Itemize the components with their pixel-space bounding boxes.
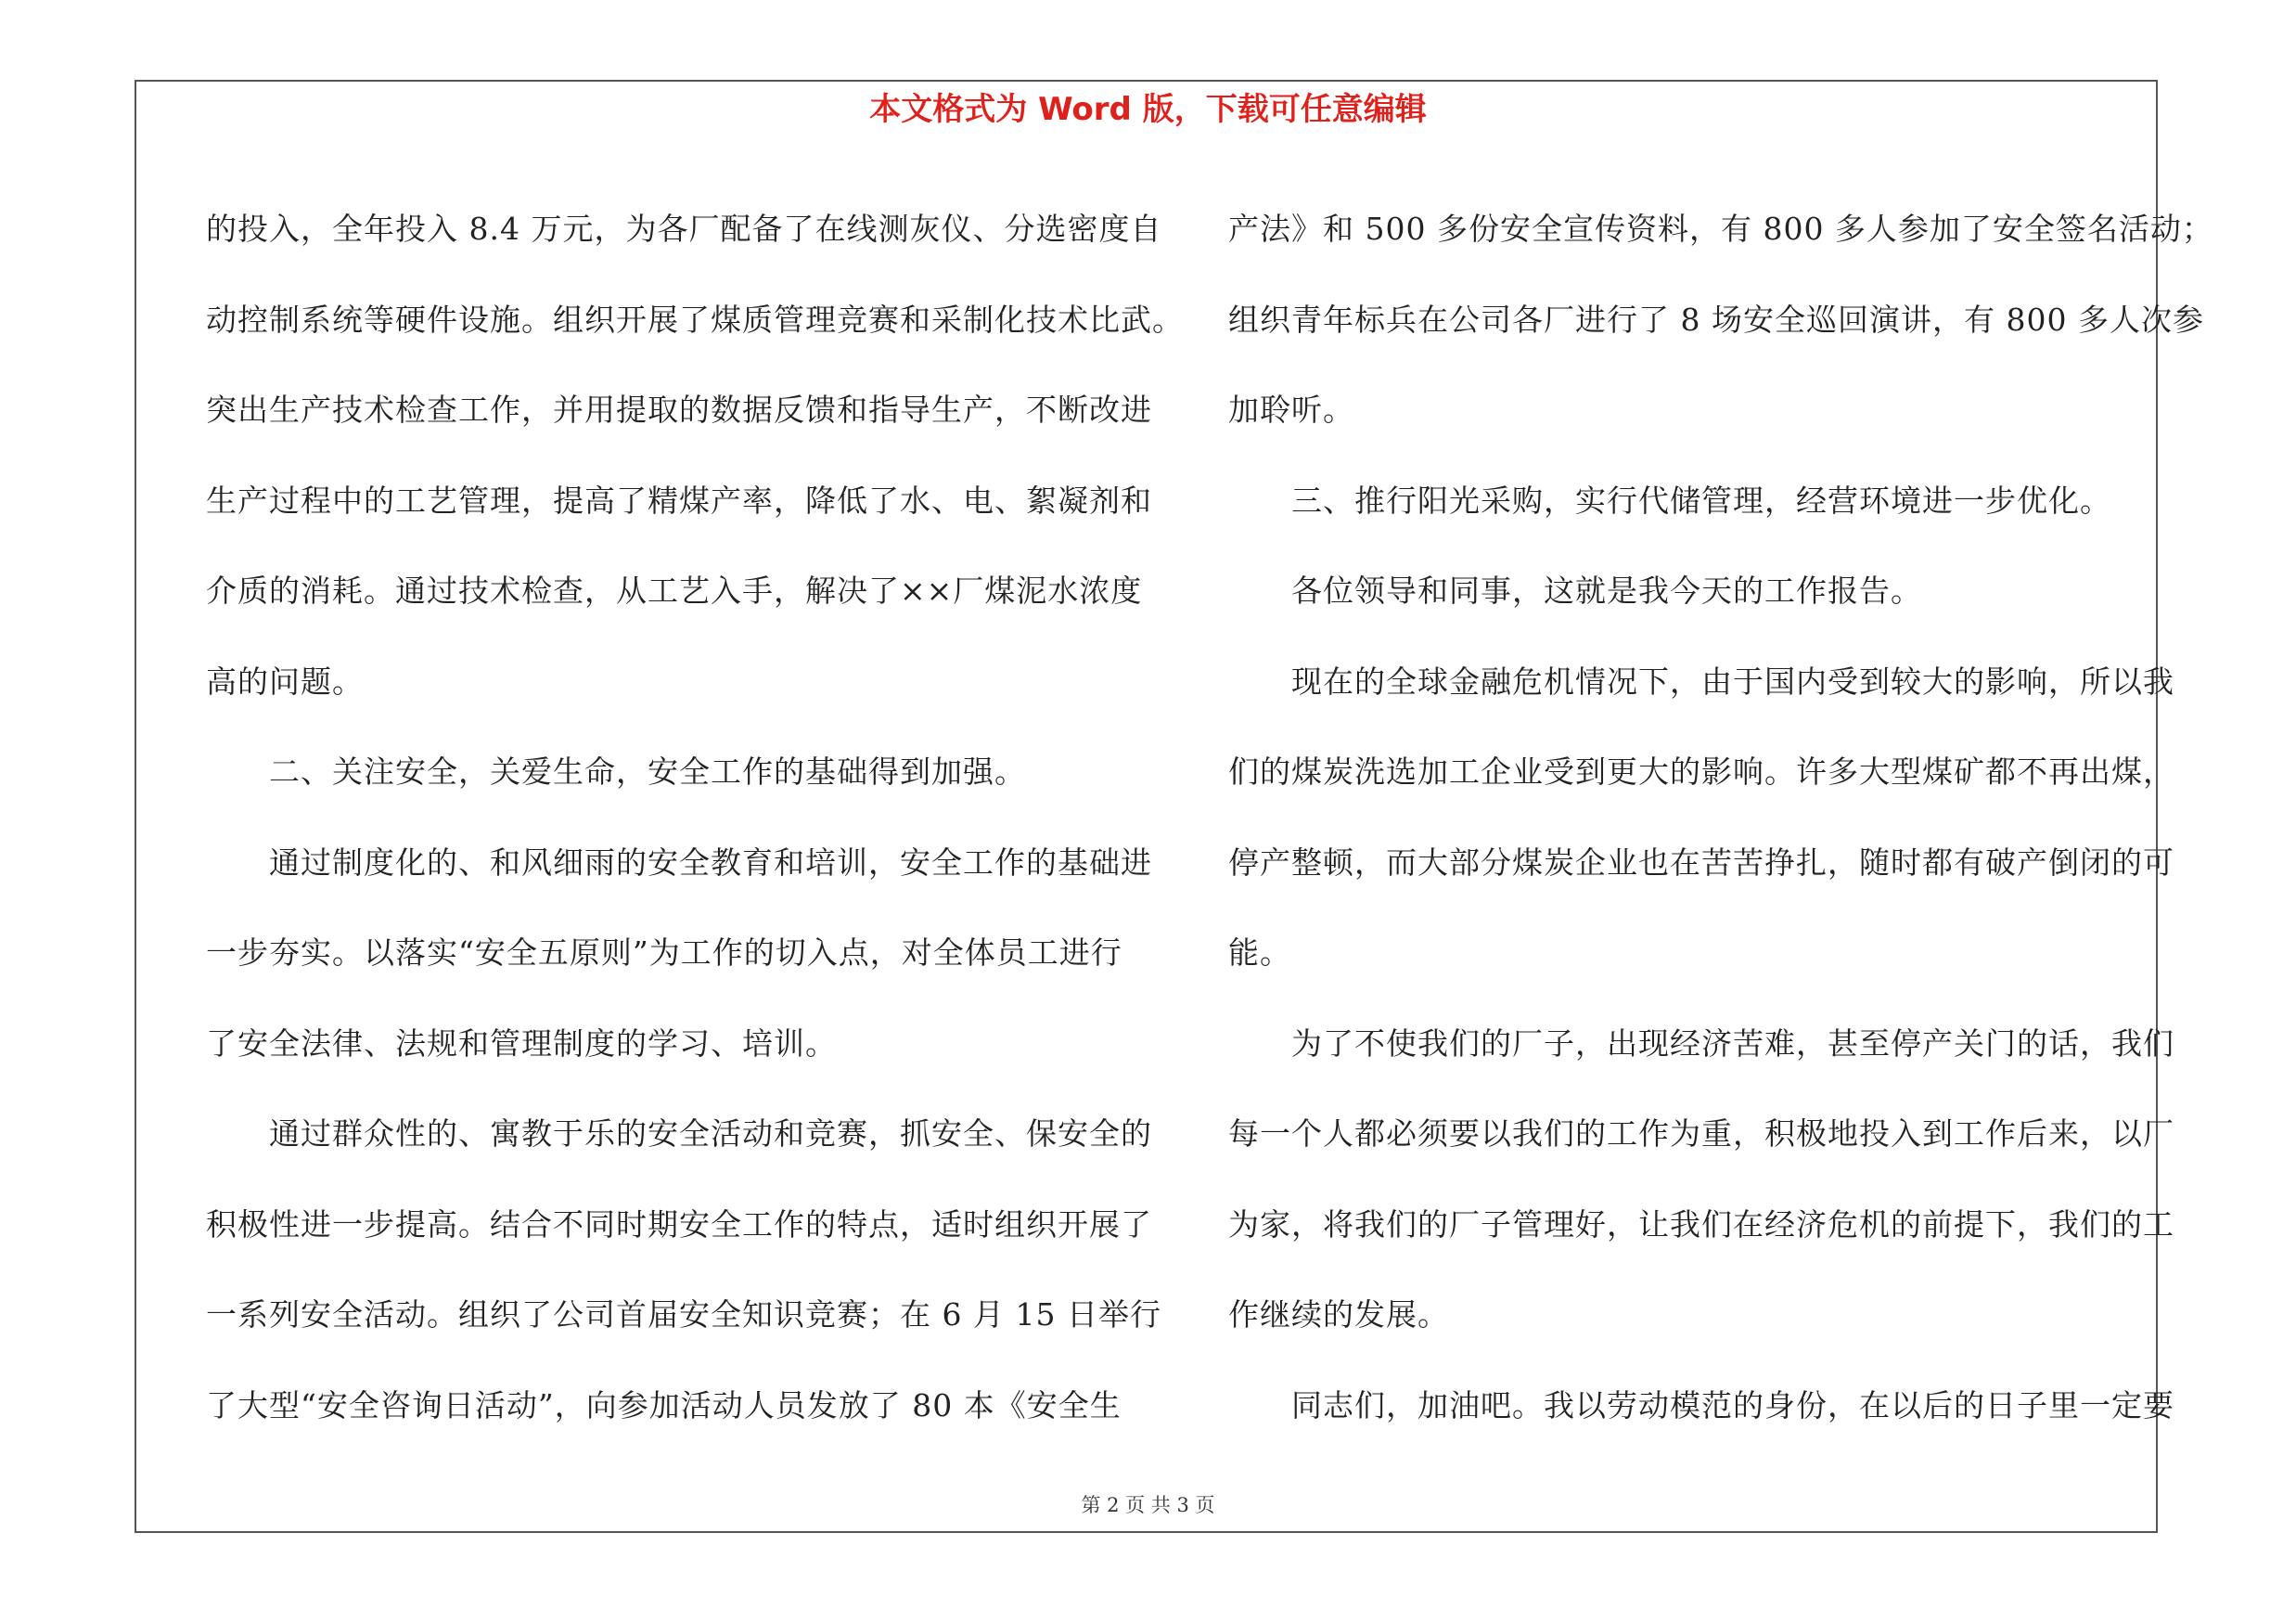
- text-line: 们的煤炭洗选加工企业受到更大的影响。许多大型煤矿都不再出煤，: [1228, 754, 2174, 790]
- text-line: 积极性进一步提高。结合不同时期安全工作的特点，适时组织开展了: [206, 1205, 1152, 1243]
- text-line: 生产过程中的工艺管理，提高了精煤产率，降低了水、电、絮凝剂和: [206, 482, 1152, 519]
- text-line: 一步夯实。以落实“安全五原则”为工作的切入点，对全体员工进行: [206, 934, 1122, 971]
- text-line: 停产整顿，而大部分煤炭企业也在苦苦挣扎，随时都有破产倒闭的可: [1228, 844, 2174, 881]
- text-line: 一系列安全活动。组织了公司首届安全知识竞赛；在 6 月 15 日举行: [206, 1296, 1161, 1333]
- text-line: 二、关注安全，关爱生命，安全工作的基础得到加强。: [269, 754, 1026, 790]
- text-line: 能。: [1228, 934, 1291, 971]
- text-line: 现在的全球金融危机情况下，由于国内受到较大的影响，所以我: [1291, 663, 2174, 700]
- text-line: 通过制度化的、和风细雨的安全教育和培训，安全工作的基础进: [269, 844, 1152, 881]
- page-number-footer: 第 2 页 共 3 页: [1081, 1494, 1215, 1516]
- document-banner: 本文格式为 Word 版，下载可任意编辑: [869, 91, 1427, 128]
- text-line: 为家，将我们的厂子管理好，让我们在经济危机的前提下，我们的工: [1228, 1205, 2174, 1243]
- text-line: 动控制系统等硬件设施。组织开展了煤质管理竞赛和采制化技术比武。: [206, 301, 1184, 338]
- left-text-column: [206, 184, 1184, 1450]
- text-line: 突出生产技术检查工作，并用提取的数据反馈和指导生产，不断改进: [206, 392, 1152, 428]
- text-line: 的投入，全年投入 8.4 万元，为各厂配备了在线测灰仪、分选密度自: [206, 211, 1162, 247]
- text-line: 作继续的发展。: [1228, 1296, 1449, 1333]
- text-line: 高的问题。: [206, 663, 364, 700]
- text-line: 各位领导和同事，这就是我今天的工作报告。: [1291, 573, 1922, 609]
- text-line: 为了不使我们的厂子，出现经济苦难，甚至停产关门的话，我们: [1291, 1024, 2174, 1062]
- text-line: 介质的消耗。通过技术检查，从工艺入手，解决了××厂煤泥水浓度: [206, 573, 1143, 609]
- text-line: 通过群众性的、寓教于乐的安全活动和竞赛，抓安全、保安全的: [269, 1115, 1152, 1152]
- text-line: 同志们，加油吧。我以劳动模范的身份，在以后的日子里一定要: [1291, 1386, 2174, 1423]
- text-line: 组织青年标兵在公司各厂进行了 8 场安全巡回演讲，有 800 多人次参: [1228, 301, 2204, 338]
- text-line: 每一个人都必须要以我们的工作为重，积极地投入到工作后来，以厂: [1228, 1115, 2174, 1152]
- text-line: 产法》和 500 多份安全宣传资料，有 800 多人参加了安全签名活动；: [1228, 211, 2213, 247]
- text-line: 了安全法律、法规和管理制度的学习、培训。: [206, 1024, 837, 1062]
- text-line: 了大型“安全咨询日活动”，向参加活动人员发放了 80 本《安全生: [206, 1386, 1122, 1423]
- text-line: 三、推行阳光采购，实行代储管理，经营环境进一步优化。: [1291, 482, 2111, 519]
- text-line: 加聆听。: [1228, 392, 1354, 428]
- right-text-column: [1228, 184, 2213, 1450]
